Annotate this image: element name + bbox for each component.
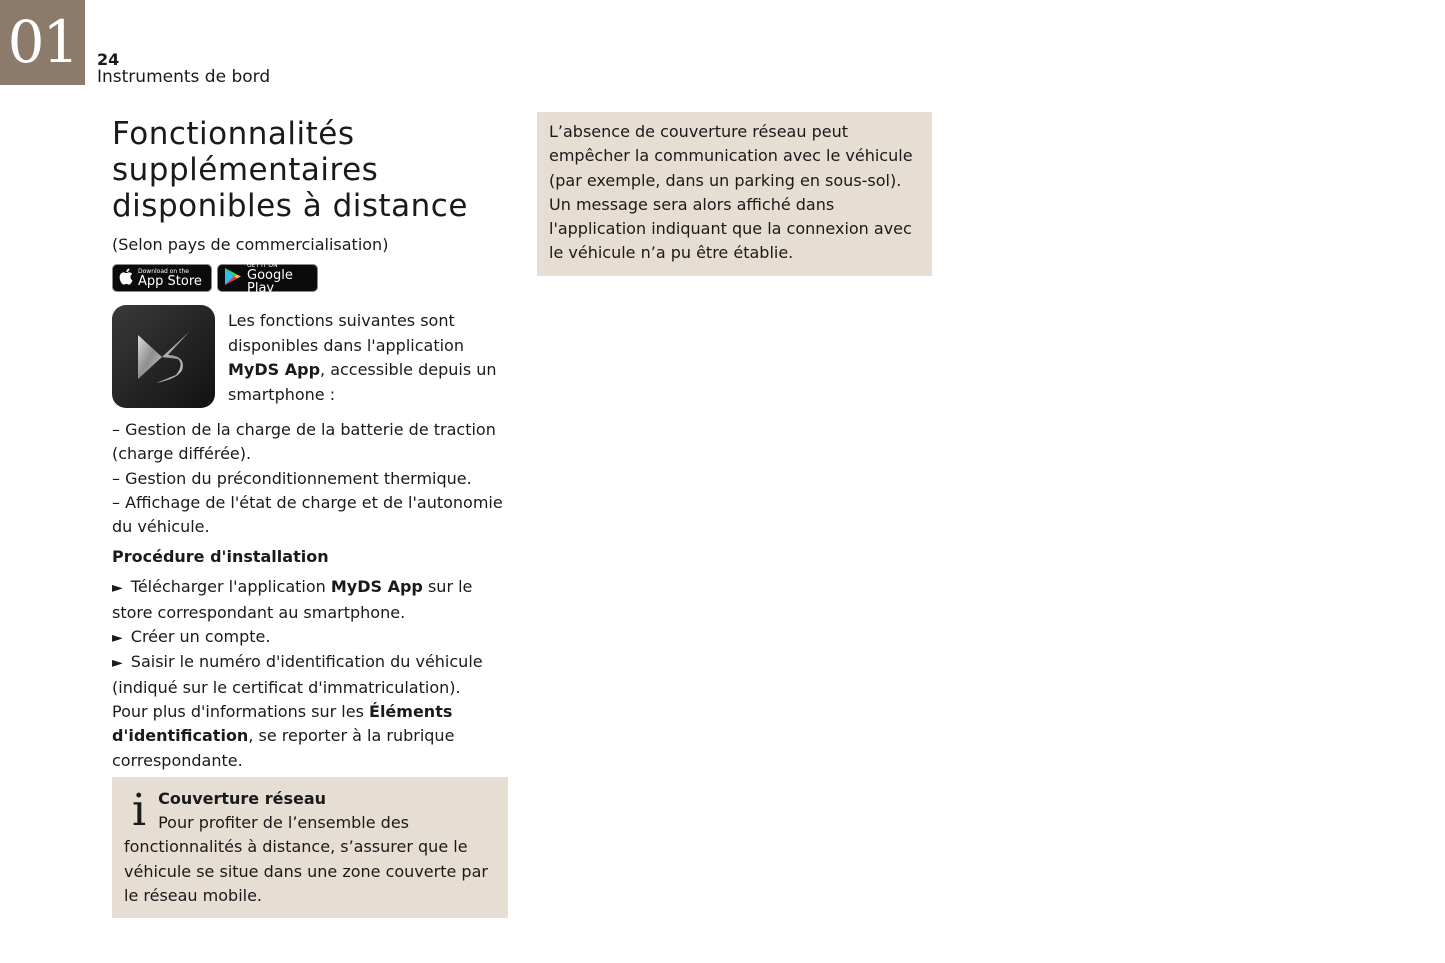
list-item: – Gestion du préconditionnement thermique.: [112, 468, 472, 488]
subtitle: (Selon pays de commercialisation): [112, 235, 389, 254]
gplay-label: Google Play: [247, 267, 293, 296]
note-text: Pour profiter de l’ensemble des fonctionnalités à distance, s’assurer que le véhicule se situe dans une zone couverte par le réseau mobile.: [124, 813, 488, 906]
section-name: Instruments de bord: [97, 67, 271, 87]
info-icon: i: [132, 784, 147, 836]
store-badges: [112, 261, 508, 296]
list-item: – Gestion de la charge de la batterie de traction (charge différée).: [112, 420, 496, 464]
connection-warning-note: L’absence de couverture réseau peut empêcher la communication avec le véhicule (par exemple, dans un parking en sous-sol). Un message sera alors affiché dans l'application indiquant que la connexion avec le véhicule n’a pu être établie.: [537, 112, 932, 276]
arrow-icon: ►: [112, 630, 123, 647]
app-intro: [112, 305, 508, 408]
note-title: Couverture réseau: [158, 788, 327, 808]
google-play-badge[interactable]: [217, 261, 318, 296]
step-item: ► Créer un compte.: [112, 627, 271, 647]
appstore-small-label: Download on the: [138, 268, 189, 275]
left-column: [112, 116, 508, 918]
identification-link: Éléments d'identification: [112, 701, 453, 746]
procedure-heading: Procédure d'installation: [112, 547, 329, 567]
google-play-icon: [224, 267, 242, 290]
app-name: MyDS App: [228, 360, 321, 379]
list-item: – Affichage de l'état de charge et de l'autonomie du véhicule.: [112, 492, 503, 537]
arrow-icon: ►: [112, 580, 123, 597]
step-item: ► Télécharger l'application MyDS App sur le store correspondant au smartphone.: [112, 577, 473, 622]
appstore-label: App Store: [138, 274, 202, 289]
chapter-tab: 01: [0, 0, 85, 85]
step-item: ► Saisir le numéro d'identification du véhicule (indiqué sur le certificat d'immatriculation).: [112, 652, 483, 697]
feature-list: [112, 418, 508, 539]
app-description: [228, 309, 508, 408]
myds-app-icon: [112, 305, 215, 408]
app-intro-text-end: , accessible depuis un smartphone :: [228, 360, 497, 404]
page-title: Fonctionnalités supplémentaires disponibles à distance: [112, 116, 468, 224]
app-intro-text: Les fonctions suivantes sont disponibles dans l'application: [228, 311, 464, 355]
arrow-icon: ►: [112, 655, 123, 672]
more-info-text: Pour plus d'informations sur les Éléments d'identification, se reporter à la rubrique correspondante.: [112, 701, 455, 770]
apple-icon: [119, 268, 133, 289]
app-store-badge[interactable]: [112, 264, 212, 292]
install-steps: [112, 575, 508, 772]
network-coverage-note: [112, 777, 508, 918]
gplay-small-label: GET IT ON: [247, 261, 278, 269]
page-number: 24: [97, 50, 120, 69]
